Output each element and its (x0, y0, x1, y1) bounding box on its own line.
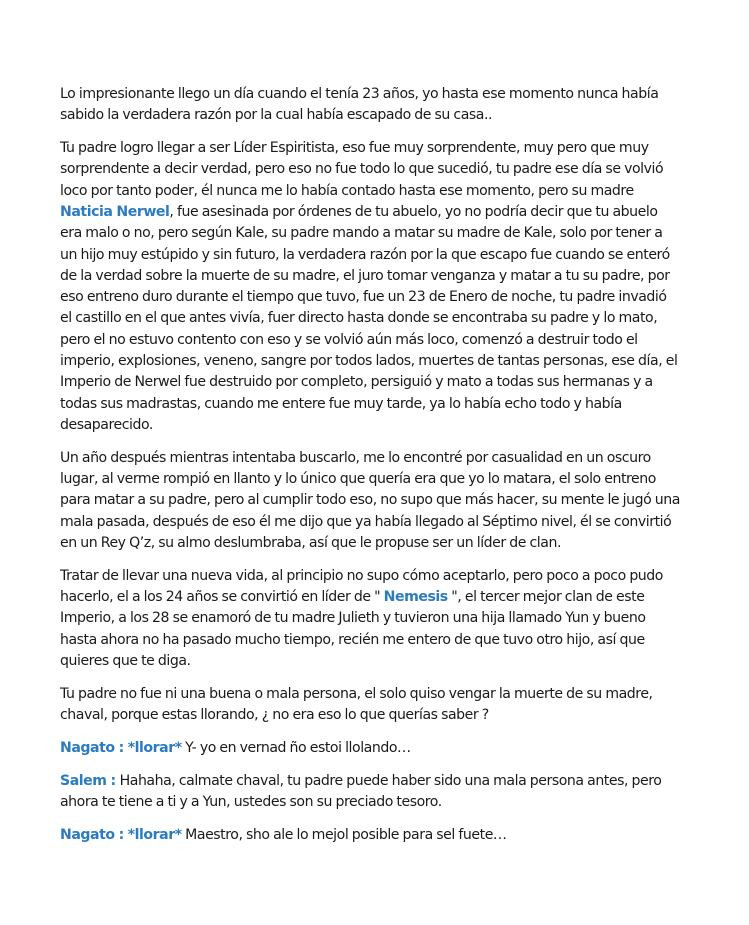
paragraph-4 (60, 566, 680, 672)
paragraph-2 (60, 138, 680, 436)
speaker-separator: : (114, 739, 128, 756)
character-name-naticia: Naticia Nerwel (60, 203, 170, 220)
speaker-name: Salem (60, 772, 107, 789)
speaker-separator: : (114, 826, 128, 843)
paragraph-1 (60, 84, 680, 127)
stage-action: *llorar* (127, 826, 182, 843)
paragraph-text: Lo impresionante llego un día cuando el tenía 23 años, yo hasta ese momento nunca había sabido la verdadera razón por la cual había escapado de su casa.. (60, 86, 659, 124)
dialogue-text: Y- yo en vernad ño estoi llolando… (181, 739, 411, 756)
paragraph-text: Un año después mientras intentaba buscarlo, me lo encontré por casualidad en un oscuro lugar, al verme rompió en llanto y lo único que quería era que yo lo matara, el solo entreno para matar a su padre, pero al cumplir todo eso, no supo que más hacer, su mente le jugó una mala pasada, después de eso él me dijo que ya había llegado al Séptimo nivel, él se convirtió en un Rey Q’z, su almo deslumbraba, así que le propuse ser un líder de clan. (60, 449, 680, 551)
stage-action: *llorar* (127, 739, 182, 756)
speaker-separator: : (106, 772, 120, 789)
paragraph-text: Tu padre no fue ni una buena o mala persona, el solo quiso vengar la muerte de su madre, chaval, porque estas llorando, ¿ no era eso lo que querías saber ? (60, 685, 653, 724)
document-page (60, 84, 680, 858)
paragraph-text-after: , fue asesinada por órdenes de tu abuelo, yo no podría decir que tu abuelo era malo o no, pero según Kale, su padre mando a matar su madre de Kale, solo por tener a un hijo muy estúpido y sin futuro, la verdadera razón por la que escapo fue cuando se enteró de la verdad sobre la muerte de su madre, el juro tomar venganza y matar a tu su padre, por eso entreno duro durante el tiempo que tuvo, fue un 23 de Enero de noche, tu padre invadió el castillo en el que antes vivía, fuer directo hasta donde se encontraba su padre y lo mato, pero el no estuvo contento con eso y se volvió aún más loco, comenzó a destruir todo el imperio, explosiones, veneno, sangre por todos lados, muertes de tantas personas, ese día, el Imperio de Nerwel fue destruido por completo, persiguió y mato a todas sus hermanas y a todas sus madrastas, cuando me entere fue muy tarde, ya lo había echo todo y había desaparecido. (60, 203, 678, 433)
paragraph-text-after: ", el tercer mejor clan de este Imperio, a los 28 se enamoró de tu madre Julieth y tuvieron una hija llamado Yun y bueno hasta ahora no ha pasado mucho tiempo, recién me entero de que tuvo otro hijo, así que quieres que te diga. (60, 589, 646, 669)
dialogue-line-3 (60, 825, 680, 846)
clan-name-nemesis: Nemesis (383, 589, 448, 606)
dialogue-text: Maestro, sho ale lo mejol posible para sel fuete… (181, 826, 507, 843)
speaker-name: Nagato (60, 739, 115, 756)
paragraph-3 (60, 448, 680, 554)
dialogue-line-1 (60, 738, 680, 759)
dialogue-line-2 (60, 771, 680, 814)
paragraph-text-before: Tu padre logro llegar a ser Líder Espiritista, eso fue muy sorprendente, muy pero que muy sorprendente a decir verdad, pero eso no fue todo lo que sucedió, tu padre ese día se volvió loco por tanto poder, él nunca me lo había contado hasta ese momento, pero su madre (60, 140, 664, 199)
speaker-name: Nagato (60, 826, 115, 843)
paragraph-5 (60, 684, 680, 727)
paragraph-text-before: Tratar de llevar una nueva vida, al principio no supo cómo aceptarlo, pero poco a poco pudo hacerlo, el a los 24 años se convirtió en líder de " (60, 567, 663, 606)
dialogue-text: Hahaha, calmate chaval, tu padre puede haber sido una mala persona antes, pero ahora te tiene a ti y a Yun, ustedes son su preciado tesoro. (60, 772, 662, 810)
